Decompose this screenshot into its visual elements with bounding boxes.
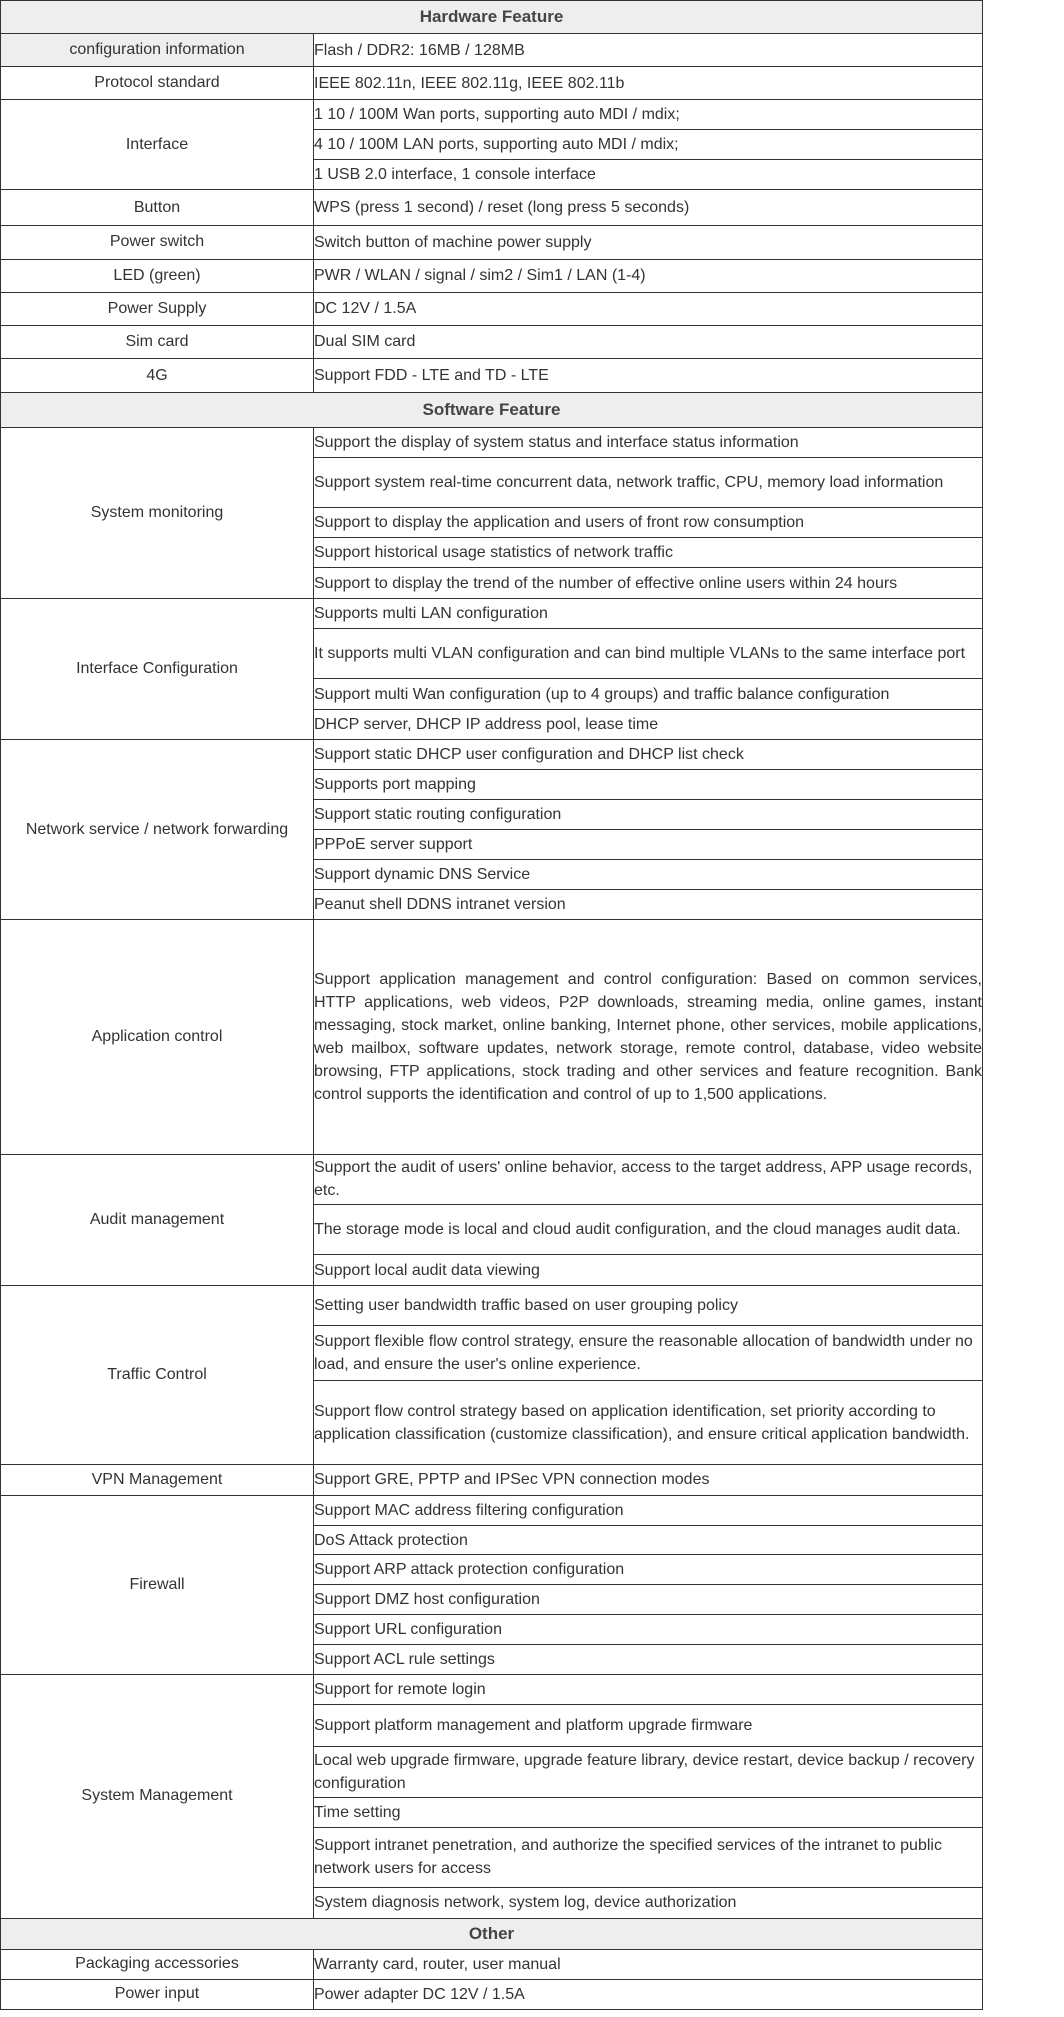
spec-value: WPS (press 1 second) / reset (long press 5 seconds) [314,190,983,226]
spec-value: 1 USB 2.0 interface, 1 console interface [314,160,983,190]
spec-value: Setting user bandwidth traffic based on user grouping policy [314,1286,983,1326]
section-header-row [1,393,983,428]
spec-value: Switch button of machine power supply [314,226,983,259]
spec-value: 1 10 / 100M Wan ports, supporting auto MDI / mdix; [314,100,983,130]
spec-label-network-service-network-forwarding: Network service / network forwarding [1,740,314,919]
spec-value: Support GRE, PPTP and IPSec VPN connection modes [314,1464,983,1495]
spec-value: Support application management and control configuration: Based on common services, HTTP applications, web videos, P2P downloads, streaming media, online games, instant messaging, stock market, online banking, Internet phone, other services, mobile applications, web mailbox, software updates, network storage, remote control, database, video website browsing, FTP applications, stock trading and other services and feature recognition. Bank control supports the identification and control of up to 1,500 applications. [314,919,983,1154]
spec-label-power-input: Power input [1,1979,314,2009]
spec-value: Supports port mapping [314,770,983,800]
spec-label-power-supply: Power Supply [1,292,314,325]
spec-value: Support ARP attack protection configuration [314,1555,983,1585]
spec-value: DHCP server, DHCP IP address pool, lease time [314,710,983,740]
spec-value: Power adapter DC 12V / 1.5A [314,1979,983,2009]
spec-row [1,292,983,325]
spec-value: PWR / WLAN / signal / sim2 / Sim1 / LAN (1-4) [314,259,983,292]
spec-value: Support flexible flow control strategy, ensure the reasonable allocation of bandwidth under no load, and ensure the user's online experience. [314,1325,983,1381]
spec-value: Support the display of system status and interface status information [314,428,983,458]
spec-row [1,1464,983,1495]
spec-value: It supports multi VLAN configuration and can bind multiple VLANs to the same interface port [314,629,983,679]
spec-value: Support MAC address filtering configuration [314,1495,983,1525]
spec-label-firewall: Firewall [1,1495,314,1674]
spec-row [1,1979,983,2009]
spec-value: Support platform management and platform upgrade firmware [314,1705,983,1747]
spec-label-button: Button [1,190,314,226]
spec-row [1,599,983,629]
spec-label-traffic-control: Traffic Control [1,1286,314,1464]
spec-row [1,259,983,292]
spec-value: Support flow control strategy based on application identification, set priority according to application classification (customize classification), and ensure critical application bandwidth. [314,1381,983,1464]
spec-value: Support system real-time concurrent data, network traffic, CPU, memory load information [314,458,983,508]
spec-row [1,428,983,458]
spec-value: Time setting [314,1797,983,1827]
spec-value: Support local audit data viewing [314,1255,983,1286]
spec-value: Support historical usage statistics of network traffic [314,538,983,568]
spec-value: Support multi Wan configuration (up to 4 groups) and traffic balance configuration [314,679,983,710]
section-header-row [1,1918,983,1949]
spec-value: Support static DHCP user configuration and DHCP list check [314,740,983,770]
spec-label-application-control: Application control [1,919,314,1154]
spec-label-protocol-standard: Protocol standard [1,67,314,100]
spec-label-power-switch: Power switch [1,226,314,259]
spec-value: Support FDD - LTE and TD - LTE [314,358,983,392]
spec-row [1,1286,983,1326]
spec-row [1,740,983,770]
spec-row [1,67,983,100]
spec-value: Support the audit of users' online behavior, access to the target address, APP usage records, etc. [314,1154,983,1204]
spec-row [1,226,983,259]
spec-label-packaging-accessories: Packaging accessories [1,1949,314,1979]
spec-table-body [1,1,983,2010]
spec-row [1,1154,983,1204]
section-title-hardware-feature: Hardware Feature [1,1,983,34]
spec-value: System diagnosis network, system log, device authorization [314,1887,983,1918]
spec-label-audit-management: Audit management [1,1154,314,1285]
spec-row [1,100,983,130]
spec-value: Support static routing configuration [314,800,983,830]
spec-row [1,1949,983,1979]
spec-label-interface: Interface [1,100,314,190]
spec-label-system-monitoring: System monitoring [1,428,314,599]
spec-row [1,1675,983,1705]
spec-row [1,358,983,392]
spec-value: Support DMZ host configuration [314,1585,983,1615]
spec-label-interface-configuration: Interface Configuration [1,599,314,740]
spec-value: DoS Attack protection [314,1525,983,1555]
spec-value: PPPoE server support [314,830,983,860]
spec-label-configuration-information: configuration information [1,34,314,67]
spec-value: Support for remote login [314,1675,983,1705]
spec-value: The storage mode is local and cloud audit configuration, and the cloud manages audit data. [314,1205,983,1255]
spec-row [1,34,983,67]
spec-value: Supports multi LAN configuration [314,599,983,629]
section-title-software-feature: Software Feature [1,393,983,428]
spec-label-led-green: LED (green) [1,259,314,292]
spec-value: Support intranet penetration, and authorize the specified services of the intranet to public network users for access [314,1827,983,1887]
spec-value: Warranty card, router, user manual [314,1949,983,1979]
spec-row [1,325,983,358]
spec-value: Support ACL rule settings [314,1645,983,1675]
spec-value: Dual SIM card [314,325,983,358]
spec-value: Support to display the trend of the number of effective online users within 24 hours [314,568,983,599]
spec-row [1,1495,983,1525]
spec-value: Peanut shell DDNS intranet version [314,889,983,919]
spec-value: Support dynamic DNS Service [314,859,983,889]
spec-label-system-management: System Management [1,1675,314,1919]
spec-label-vpn-management: VPN Management [1,1464,314,1495]
spec-row [1,190,983,226]
spec-value: IEEE 802.11n, IEEE 802.11g, IEEE 802.11b [314,67,983,100]
spec-value: Local web upgrade firmware, upgrade feature library, device restart, device backup / recovery configuration [314,1746,983,1797]
spec-value: Support to display the application and users of front row consumption [314,508,983,538]
section-title-other: Other [1,1918,983,1949]
spec-label-sim-card: Sim card [1,325,314,358]
spec-row [1,919,983,1154]
spec-value: Support URL configuration [314,1615,983,1645]
spec-value: 4 10 / 100M LAN ports, supporting auto MDI / mdix; [314,130,983,160]
spec-value: DC 12V / 1.5A [314,292,983,325]
section-header-row [1,1,983,34]
spec-label-4g: 4G [1,358,314,392]
spec-value: Flash / DDR2: 16MB / 128MB [314,34,983,67]
